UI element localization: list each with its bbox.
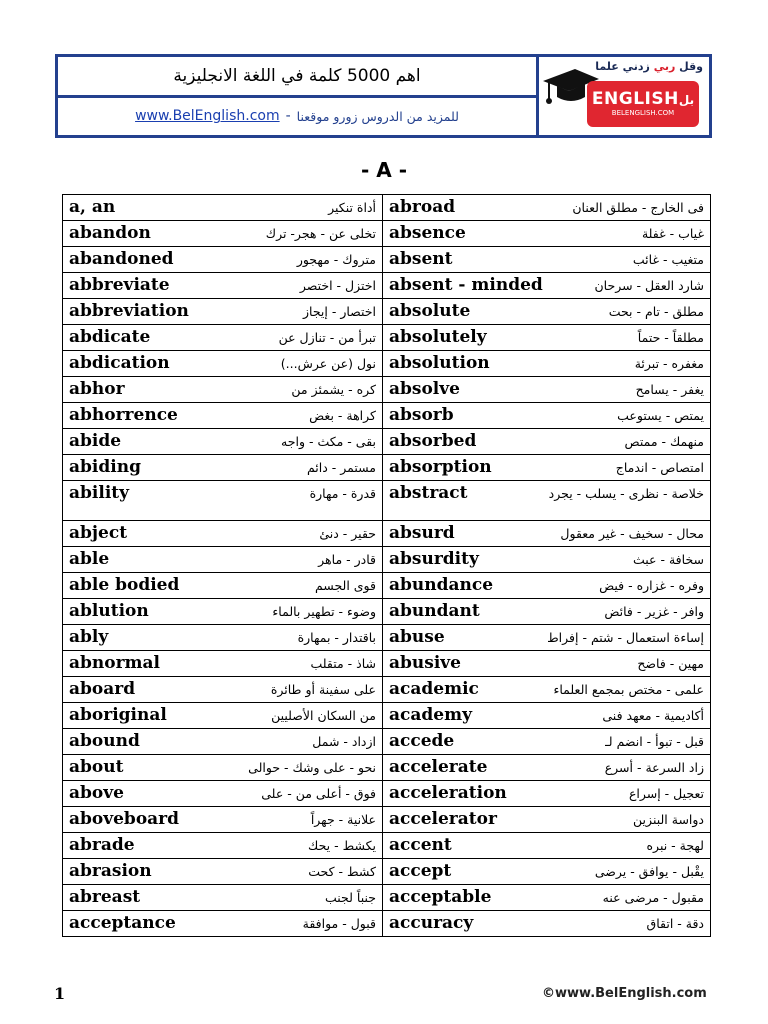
table-row xyxy=(63,911,711,937)
english-word: a, an xyxy=(69,197,116,217)
vocab-cell xyxy=(63,573,383,599)
table-row xyxy=(63,377,711,403)
vocab-cell xyxy=(383,521,711,547)
vocab-cell xyxy=(383,703,711,729)
table-row xyxy=(63,299,711,325)
english-word: able bodied xyxy=(69,575,180,595)
arabic-meaning: على سفينة أو طائرة xyxy=(270,682,376,697)
english-word: about xyxy=(69,757,124,777)
vocab-cell xyxy=(383,195,711,221)
english-word: able xyxy=(69,549,110,569)
arabic-meaning: قدرة - مهارة xyxy=(309,486,376,501)
vocab-cell xyxy=(383,729,711,755)
english-word: absurdity xyxy=(389,549,479,569)
vocab-cell xyxy=(63,377,383,403)
table-row xyxy=(63,703,711,729)
arabic-meaning: لهجة - نبره xyxy=(646,838,704,853)
arabic-meaning: يغفر - يسامح xyxy=(635,382,704,397)
english-word: ably xyxy=(69,627,109,647)
english-word: abstract xyxy=(389,483,468,503)
english-word: accuracy xyxy=(389,913,474,933)
table-row xyxy=(63,481,711,521)
table-row xyxy=(63,521,711,547)
vocab-cell xyxy=(383,911,711,937)
arabic-meaning: قوى الجسم xyxy=(314,578,376,593)
arabic-meaning: مطلق - تام - بحت xyxy=(608,304,704,319)
site-link[interactable]: www.BelEnglish.com xyxy=(135,108,280,125)
arabic-meaning: مغفره - تبرئة xyxy=(634,356,704,371)
english-word: acceptable xyxy=(389,887,492,907)
arabic-meaning: مستمر - دائم xyxy=(306,460,376,475)
english-word: absolve xyxy=(389,379,460,399)
vocab-cell xyxy=(383,221,711,247)
vocab-cell xyxy=(383,325,711,351)
arabic-meaning: دواسة البنزين xyxy=(633,812,704,827)
arabic-meaning: متروك - مهجور xyxy=(296,252,376,267)
table-row xyxy=(63,755,711,781)
arabic-meaning: متغيب - غائب xyxy=(632,252,704,267)
table-row xyxy=(63,677,711,703)
vocab-cell xyxy=(383,481,711,521)
subtitle-text: للمزيد من الدروس زورو موقعنا xyxy=(296,108,459,124)
english-word: aboard xyxy=(69,679,136,699)
header-subtitle xyxy=(58,98,536,136)
english-word: abbreviation xyxy=(69,301,189,321)
vocab-cell xyxy=(383,781,711,807)
vocab-cell xyxy=(383,651,711,677)
english-word: accelerator xyxy=(389,809,497,829)
arabic-meaning: يمتص - يستوعب xyxy=(617,408,704,423)
vocab-cell xyxy=(63,807,383,833)
english-word: abide xyxy=(69,431,122,451)
english-word: absorbed xyxy=(389,431,477,451)
vocab-cell xyxy=(63,859,383,885)
vocab-cell xyxy=(63,625,383,651)
arabic-meaning: كراهة - بغض xyxy=(309,408,376,423)
arabic-meaning: محال - سخيف - غير معقول xyxy=(560,526,704,541)
arabic-meaning: وضوء - تطهير بالماء xyxy=(272,604,376,619)
table-row xyxy=(63,247,711,273)
vocab-cell xyxy=(383,547,711,573)
vocab-cell xyxy=(383,455,711,481)
section-letter: - A - xyxy=(360,158,407,182)
english-word: abrasion xyxy=(69,861,152,881)
arabic-meaning: جنباً لجنب xyxy=(325,890,376,905)
vocab-cell xyxy=(63,755,383,781)
vocab-cell xyxy=(63,521,383,547)
arabic-meaning: كشط - كحت xyxy=(308,864,376,879)
arabic-meaning: فى الخارج - مطلق العنان xyxy=(572,200,704,215)
english-word: ability xyxy=(69,483,130,503)
english-word: acceptance xyxy=(69,913,176,933)
arabic-meaning: مقبول - مرضى عنه xyxy=(602,890,704,905)
english-word: accent xyxy=(389,835,452,855)
english-word: absurd xyxy=(389,523,455,543)
table-row xyxy=(63,833,711,859)
logo xyxy=(539,57,709,135)
english-word: abrade xyxy=(69,835,135,855)
arabic-meaning: يكشط - يحك xyxy=(308,838,376,853)
subtitle-separator: - xyxy=(285,108,291,125)
english-word: abhorrence xyxy=(69,405,178,425)
arabic-meaning: مهين - فاضح xyxy=(637,656,704,671)
table-row xyxy=(63,403,711,429)
english-word: absence xyxy=(389,223,466,243)
english-word: absent xyxy=(389,249,453,269)
vocab-cell xyxy=(63,781,383,807)
table-row xyxy=(63,729,711,755)
english-word: aboriginal xyxy=(69,705,167,725)
arabic-meaning: علانية - جهراً xyxy=(310,812,376,827)
english-word: abundant xyxy=(389,601,480,621)
english-word: accede xyxy=(389,731,455,751)
arabic-meaning: يقْبل - يوافق - يرضى xyxy=(594,864,704,879)
table-row xyxy=(63,651,711,677)
arabic-meaning: قبول - موافقة xyxy=(302,916,376,931)
arabic-meaning: فوق - أعلى من - على xyxy=(261,786,376,801)
english-word: abandon xyxy=(69,223,151,243)
table-row xyxy=(63,859,711,885)
arabic-meaning: من السكان الأصليين xyxy=(271,708,376,723)
english-word: aboveboard xyxy=(69,809,180,829)
page-header xyxy=(55,54,712,138)
arabic-meaning: قبل - تبوأ - انضم لـ xyxy=(605,734,704,749)
arabic-meaning: علمى - مختص بمجمع العلماء xyxy=(553,682,704,697)
vocab-cell xyxy=(383,299,711,325)
arabic-meaning: باقتدار - بمهارة xyxy=(297,630,376,645)
arabic-meaning: أكاديمية - معهد فنى xyxy=(602,708,704,723)
vocab-cell xyxy=(63,911,383,937)
english-word: abdicate xyxy=(69,327,151,347)
vocab-cell xyxy=(63,195,383,221)
table-row xyxy=(63,547,711,573)
vocab-cell xyxy=(63,325,383,351)
table-row xyxy=(63,455,711,481)
vocab-cell xyxy=(383,351,711,377)
vocabulary-table xyxy=(62,194,711,937)
vocab-cell xyxy=(383,755,711,781)
table-row xyxy=(63,885,711,911)
english-word: abiding xyxy=(69,457,141,477)
table-row xyxy=(63,351,711,377)
english-word: accept xyxy=(389,861,452,881)
english-word: absolute xyxy=(389,301,471,321)
vocab-cell xyxy=(63,651,383,677)
vocab-cell xyxy=(383,807,711,833)
table-row xyxy=(63,599,711,625)
table-row xyxy=(63,325,711,351)
arabic-meaning: تعجيل - إسراع xyxy=(628,786,704,801)
vocab-cell xyxy=(63,429,383,455)
english-word: acceleration xyxy=(389,783,507,803)
arabic-meaning: غياب - غفلة xyxy=(641,226,704,241)
arabic-meaning: خلاصة - نظرى - يسلب - يجرد xyxy=(548,486,704,501)
arabic-meaning: وافر - غزير - فائض xyxy=(604,604,704,619)
english-word: absent - minded xyxy=(389,275,543,295)
english-word: abound xyxy=(69,731,140,751)
table-row xyxy=(63,429,711,455)
arabic-meaning: منهمك - ممتص xyxy=(624,434,704,449)
table-row xyxy=(63,573,711,599)
english-word: abreast xyxy=(69,887,141,907)
english-word: absolutely xyxy=(389,327,487,347)
vocab-cell xyxy=(63,351,383,377)
document-title: اهم 5000 كلمة في اللغة الانجليزية xyxy=(58,57,536,95)
arabic-meaning: اختزل - اختصر xyxy=(299,278,376,293)
vocab-cell xyxy=(383,573,711,599)
english-word: academic xyxy=(389,679,479,699)
english-word: above xyxy=(69,783,124,803)
vocab-cell xyxy=(383,859,711,885)
page-number: 1 xyxy=(54,984,66,1003)
arabic-meaning: نحو - على وشك - حوالى xyxy=(248,760,376,775)
english-word: abnormal xyxy=(69,653,161,673)
arabic-meaning: تخلى عن - هجر- ترك xyxy=(265,226,376,241)
english-word: abdication xyxy=(69,353,170,373)
english-word: abuse xyxy=(389,627,445,647)
vocab-cell xyxy=(383,429,711,455)
vocab-cell xyxy=(63,403,383,429)
english-word: absolution xyxy=(389,353,490,373)
english-word: absorb xyxy=(389,405,454,425)
arabic-meaning: امتصاص - اندماج xyxy=(615,460,704,475)
arabic-meaning: شاذ - متقلب xyxy=(310,656,376,671)
english-word: abandoned xyxy=(69,249,174,269)
english-word: abhor xyxy=(69,379,125,399)
table-row xyxy=(63,273,711,299)
english-word: abusive xyxy=(389,653,461,673)
arabic-meaning: سخافة - عبث xyxy=(633,552,704,567)
english-word: abject xyxy=(69,523,128,543)
english-word: accelerate xyxy=(389,757,488,777)
vocab-cell xyxy=(383,833,711,859)
vocab-cell xyxy=(63,599,383,625)
english-word: ablution xyxy=(69,601,149,621)
arabic-meaning: أداة تنكير xyxy=(328,200,376,215)
arabic-meaning: اختصار - إيجاز xyxy=(303,304,376,319)
table-row xyxy=(63,195,711,221)
vocab-cell xyxy=(383,599,711,625)
vocab-cell xyxy=(63,833,383,859)
english-word: abundance xyxy=(389,575,494,595)
arabic-meaning: كره - يشمئز من xyxy=(291,382,376,397)
arabic-meaning: شارد العقل - سرحان xyxy=(594,278,704,293)
logo-tagline: وقل ربي زدني علما xyxy=(595,60,703,73)
arabic-meaning: ازداد - شمل xyxy=(312,734,376,749)
vocab-cell xyxy=(63,481,383,521)
vocab-cell xyxy=(63,729,383,755)
vocab-cell xyxy=(63,677,383,703)
vocab-cell xyxy=(383,377,711,403)
logo-badge: ENGLISHبل BELENGLISH.COM xyxy=(587,81,699,127)
vocab-cell xyxy=(383,403,711,429)
english-word: abroad xyxy=(389,197,456,217)
vocab-cell xyxy=(383,273,711,299)
arabic-meaning: دقة - اتقاق xyxy=(646,916,704,931)
vocab-cell xyxy=(63,273,383,299)
arabic-meaning: تبرأ من - تنازل عن xyxy=(278,330,376,345)
arabic-meaning: إساءة استعمال - شتم - إفراط xyxy=(547,630,704,645)
vocab-cell xyxy=(63,547,383,573)
table-row xyxy=(63,807,711,833)
arabic-meaning: قادر - ماهر xyxy=(318,552,376,567)
footer-site: ©www.BelEnglish.com xyxy=(542,986,707,1001)
vocab-cell xyxy=(383,885,711,911)
table-row xyxy=(63,221,711,247)
arabic-meaning: زاد السرعة - أسرع xyxy=(604,760,704,775)
vocab-cell xyxy=(63,885,383,911)
vocab-cell xyxy=(383,625,711,651)
vocab-cell xyxy=(383,247,711,273)
arabic-meaning: حقير - دنئ xyxy=(319,526,376,541)
english-word: absorption xyxy=(389,457,492,477)
vocab-cell xyxy=(63,221,383,247)
arabic-meaning: نول (عن عرش...) xyxy=(280,356,376,371)
vocab-cell xyxy=(63,299,383,325)
vocab-cell xyxy=(383,677,711,703)
arabic-meaning: مطلقاً - حتماً xyxy=(637,330,704,345)
vocab-cell xyxy=(63,703,383,729)
table-row xyxy=(63,625,711,651)
vocab-cell xyxy=(63,247,383,273)
english-word: academy xyxy=(389,705,472,725)
vocab-cell xyxy=(63,455,383,481)
arabic-meaning: وفره - غزاره - فيض xyxy=(599,578,704,593)
english-word: abbreviate xyxy=(69,275,170,295)
arabic-meaning: بقى - مكث - واجه xyxy=(281,434,376,449)
table-row xyxy=(63,781,711,807)
